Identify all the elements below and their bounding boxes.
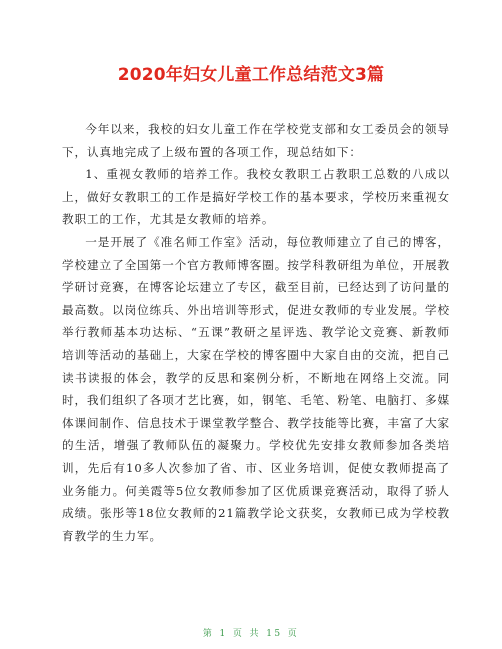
document-title: 2020年妇女儿童工作总结范文3篇 xyxy=(117,65,385,85)
page-number-footer: 第 1 页 共 15 页 xyxy=(202,629,300,639)
paragraph-section-1: 1、重视女教师的培养工作。我校女教职工占教职工总数的八成以上，做好女教职工的工作是搞好学校工作的基本要求，学校历来重视女教职工的工作，尤其是女教师的培养。 xyxy=(62,167,450,227)
paragraph-intro: 今年以来，我校的妇女儿童工作在学校党支部和女工委员会的领导下，认真地完成了上级布置的各项工作，现总结如下： xyxy=(62,122,450,159)
document-body xyxy=(62,118,450,547)
paragraph-blog-activities: 一是开展了《准名师工作室》活动，每位教师建立了自己的博客，学校建立了全国第一个官方教师博客圈。按学科教研组为单位，开展教学研讨竞赛，在博客论坛建立了专区，截至目前，已经达到了访问量的最高数。以岗位练兵、外出培训等形式，促进女教师的专业发展。学校举行教师基本功达标、“五课”教研之星评选、教学论文竞赛、新教师培训等活动的基础上，大家在学校的博客圈中大家自由的交流，把自己读书读报的体会，教学的反思和案例分析，不断地在网络上交流。同时，我们组织了各项才艺比赛，如，钢笔、毛笔、粉笔、电脑打、多媒体课间制作、信息技术于课堂教学整合、教学技能等比赛，丰富了大家的生活，增强了教师队伍的凝聚力。学校优先安排女教师参加各类培训，先后有10多人次参加了省、市、区业务培训，促使女教师提高了业务能力。何美霞等5位女教师参加了区优质课竞赛活动，取得了骄人成绩。张彤等18位女教师的21篇教学论文获奖，女教师已成为学校教育教学的生力军。 xyxy=(62,234,450,543)
